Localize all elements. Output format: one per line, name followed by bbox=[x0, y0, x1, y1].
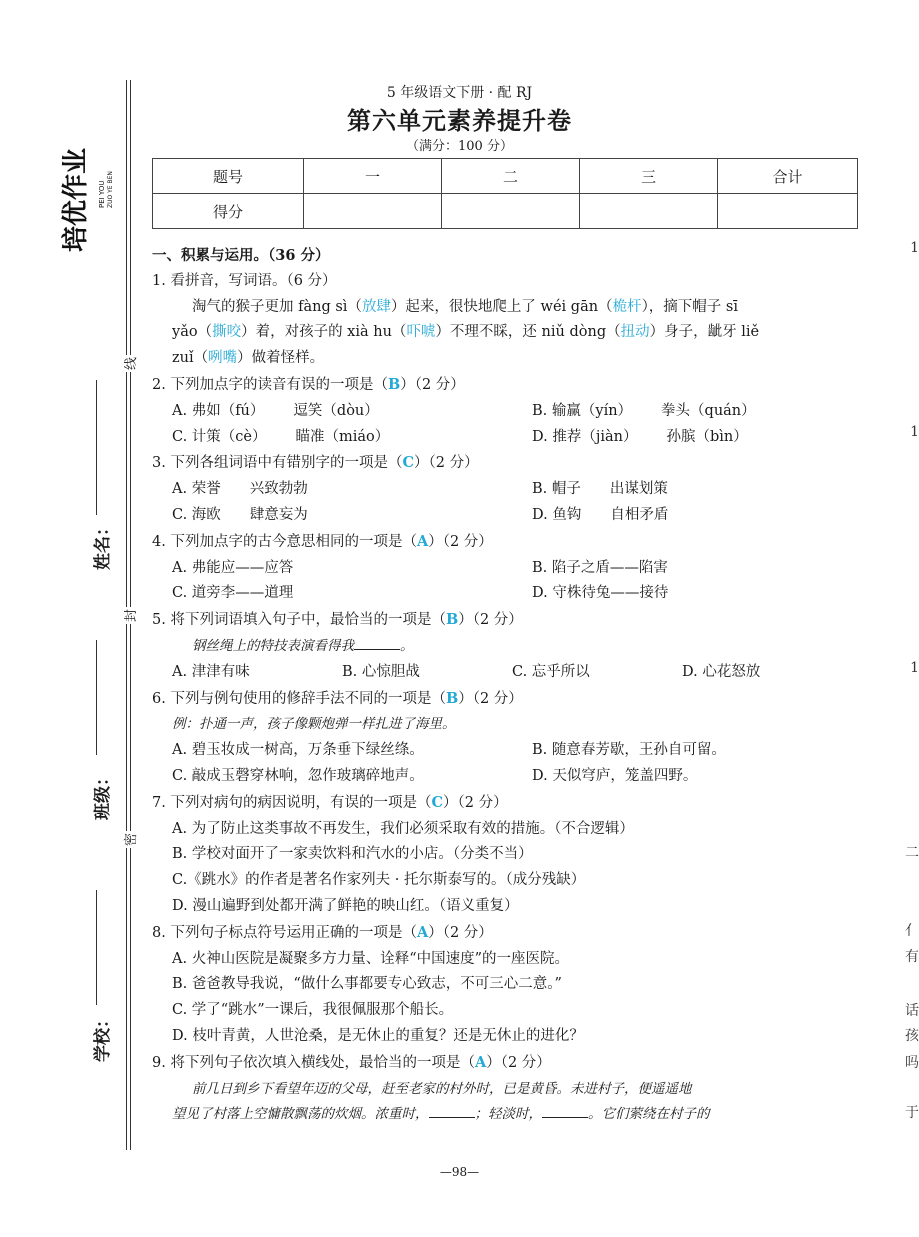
q1-answer-5: 扭动 bbox=[620, 324, 650, 341]
edge-glyph: 1 bbox=[910, 660, 919, 676]
edge-glyph: 话 bbox=[905, 1003, 919, 1019]
q6-example: 例：扑通一声，孩子像颗炮弹一样扎进了海里。 bbox=[172, 716, 456, 733]
score-cell-2[interactable] bbox=[442, 194, 580, 229]
logo-sub: PEI YOU bbox=[98, 180, 106, 208]
q1-line2: yǎo（撕咬）着，对孩子的 xià hu（吓唬）不理不睬，还 niǔ dòng（扭动）身子，龇牙 liě bbox=[172, 324, 760, 341]
q7-answer: C bbox=[431, 793, 443, 811]
q5-option-b: B. 心惊胆战 bbox=[342, 663, 420, 680]
th-1: 一 bbox=[304, 159, 442, 194]
q1-answer-1: 放肆 bbox=[361, 298, 391, 315]
q4-option-a: A. 弗能应——应答 bbox=[172, 559, 294, 576]
q4-option-c: C. 道旁李——道理 bbox=[172, 585, 294, 602]
edge-glyph: 1 bbox=[910, 240, 919, 256]
q3-option-b1: B. 帽子 bbox=[532, 481, 581, 498]
score-cell-3[interactable] bbox=[580, 194, 718, 229]
q5-sentence: 钢丝绳上的特技表演看得我 。 bbox=[152, 634, 862, 660]
q3-option-a2: 兴致勃勃 bbox=[249, 481, 308, 498]
full-score: （满分：100 分） bbox=[406, 139, 513, 154]
q2-options-ab bbox=[152, 399, 862, 425]
name-field[interactable] bbox=[96, 380, 97, 515]
q3-option-c2: 肆意妄为 bbox=[249, 506, 308, 523]
q3-option-c1: C. 海欧 bbox=[172, 506, 221, 523]
score-table bbox=[152, 158, 858, 229]
th-question: 题号 bbox=[153, 159, 304, 194]
th-2: 二 bbox=[442, 159, 580, 194]
q4-options-ab bbox=[152, 556, 862, 582]
edge-glyph: 1 bbox=[910, 424, 919, 440]
q8-option-d: D. 枝叶青黄，人世沧桑，是无休止的重复？还是无休止的进化？ bbox=[172, 1027, 584, 1044]
exam-content bbox=[152, 243, 862, 1128]
q7-option-d: D. 漫山遍野到处都开满了鲜艳的映山红。（语义重复） bbox=[172, 897, 519, 914]
q5-option-c: C. 忘乎所以 bbox=[512, 663, 590, 680]
q8-option-c: C. 学了“跳水”一课后，我很佩服那个船长。 bbox=[172, 1002, 454, 1019]
q1-answer-3: 撕咬 bbox=[212, 324, 242, 341]
q2-options-cd bbox=[152, 425, 862, 451]
edge-glyph: 吗 bbox=[905, 1055, 919, 1071]
q2-option-c2: 瞄准（miáo） bbox=[295, 428, 390, 445]
q2-option-a1: A. 弗如（fú） bbox=[172, 402, 265, 419]
school-field[interactable] bbox=[96, 890, 97, 1005]
edge-glyph: 有 bbox=[905, 949, 919, 965]
q6-options-ab bbox=[152, 738, 862, 764]
q8-stem: 8. 下列句子标点符号运用正确的一项是（A）（2 分） bbox=[152, 923, 493, 941]
q9-passage-line1: 前几日到乡下看望年迈的父母，赶至老家的村外时，已是黄昏。未进村子，便遥遥地 bbox=[192, 1080, 692, 1097]
binding-seal-label: 封 bbox=[120, 607, 139, 624]
q2-option-d2: 孙膑（bìn） bbox=[666, 428, 748, 445]
th-3: 三 bbox=[580, 159, 718, 194]
q2-option-b1: B. 输赢（yín） bbox=[532, 402, 633, 419]
q4-stem: 4. 下列加点字的古今意思相同的一项是（A）（2 分） bbox=[152, 532, 493, 550]
q3-option-b2: 出谋划策 bbox=[609, 481, 668, 498]
publisher-logo bbox=[56, 148, 116, 256]
score-cell-total[interactable] bbox=[718, 194, 858, 229]
page-number: —98— bbox=[439, 1165, 480, 1179]
exam-subtitle: 5 年级语文下册 · 配 RJ bbox=[386, 85, 533, 101]
q1-stem: 1. 看拼音，写词语。（6 分） bbox=[152, 272, 337, 289]
name-label: 姓名： bbox=[93, 519, 113, 570]
q3-option-a1: A. 荣誉 bbox=[172, 481, 221, 498]
q7-option-c: C.《跳水》的作者是著名作家列夫 · 托尔斯泰写的。（成分残缺） bbox=[172, 872, 586, 889]
q2-option-a2: 逗笑（dòu） bbox=[293, 402, 379, 419]
edge-glyph: 亻 bbox=[905, 923, 919, 939]
q4-option-d: D. 守株待兔——接待 bbox=[532, 585, 669, 602]
q2-answer: B bbox=[387, 375, 401, 393]
q5-option-a: A. 津津有味 bbox=[172, 663, 250, 680]
q7-stem: 7. 下列对病句的病因说明，有误的一项是（C）（2 分） bbox=[152, 793, 508, 811]
q5-options bbox=[152, 660, 862, 686]
school-label: 学校： bbox=[93, 1011, 113, 1062]
q2-option-c1: C. 计策（cè） bbox=[172, 428, 267, 445]
q3-stem: 3. 下列各组词语中有错别字的一项是（C）（2 分） bbox=[152, 454, 479, 472]
class-field[interactable] bbox=[96, 640, 97, 755]
class-label: 班级： bbox=[93, 769, 113, 820]
q8-option-b: B. 爸爸教导我说，“做什么事都要专心致志，不可三心二意。” bbox=[172, 976, 562, 993]
q9-blank-1[interactable] bbox=[429, 1103, 475, 1118]
q3-answer: C bbox=[402, 454, 414, 472]
logo-sub2: ZUO YE BEN bbox=[107, 171, 114, 208]
q6-stem: 6. 下列与例句使用的修辞手法不同的一项是（B）（2 分） bbox=[152, 689, 523, 707]
q8-option-a: A. 火神山医院是凝聚多方力量、诠释“中国速度”的一座医院。 bbox=[172, 950, 570, 967]
q1-line3: zuǐ（咧嘴）做着怪样。 bbox=[172, 350, 325, 367]
binding-line-label: 线 bbox=[120, 355, 139, 372]
q6-option-d: D. 天似穹庐，笼盖四野。 bbox=[532, 767, 698, 784]
q2-option-b2: 拳头（quán） bbox=[661, 402, 756, 419]
q4-answer: A bbox=[416, 532, 429, 550]
q2-option-d1: D. 推荐（jiàn） bbox=[532, 428, 638, 445]
q4-options-cd bbox=[152, 581, 862, 607]
edge-glyph: 二 bbox=[905, 845, 919, 861]
section-1-heading: 一、积累与运用。（36 分） bbox=[152, 247, 330, 264]
edge-glyph: 孩 bbox=[905, 1028, 919, 1044]
q9-passage-line2: 望见了村落上空慵散飘荡的炊烟。浓重时， ；轻淡时， 。它们萦绕在村子的 bbox=[152, 1102, 862, 1128]
th-total: 合计 bbox=[718, 159, 858, 194]
q6-option-a: A. 碧玉妆成一树高，万条垂下绿丝绦。 bbox=[172, 742, 424, 759]
q9-answer: A bbox=[474, 1053, 487, 1071]
q3-options-cd bbox=[152, 503, 862, 529]
q6-options-cd bbox=[152, 764, 862, 790]
q6-option-c: C. 敲成玉磬穿林响，忽作玻璃碎地声。 bbox=[172, 767, 424, 784]
score-cell-1[interactable] bbox=[304, 194, 442, 229]
q9-stem: 9. 将下列句子依次填入横线处，最恰当的一项是（A）（2 分） bbox=[152, 1053, 551, 1071]
q6-option-b: B. 随意春芳歇，王孙自可留。 bbox=[532, 742, 726, 759]
logo-text: 培优作业 bbox=[61, 148, 91, 252]
q1-answer-2: 桅杆 bbox=[612, 298, 642, 315]
q5-stem: 5. 将下列词语填入句子中，最恰当的一项是（B）（2 分） bbox=[152, 611, 523, 629]
q8-answer: A bbox=[416, 923, 429, 941]
q5-answer: B bbox=[445, 611, 459, 629]
q1-line1: 淘气的猴子更加 fàng sì（放肆）起来，很快地爬上了 wéi gān（桅杆），摘下帽子 sī bbox=[192, 298, 738, 315]
exam-title: 第六单元素养提升卷 bbox=[347, 107, 572, 135]
q4-option-b: B. 陷子之盾——陷害 bbox=[532, 559, 668, 576]
q5-option-d: D. 心花怒放 bbox=[682, 663, 761, 680]
q3-option-d2: 自相矛盾 bbox=[610, 506, 669, 523]
q9-blank-2[interactable] bbox=[542, 1103, 588, 1118]
td-score-label: 得分 bbox=[153, 194, 304, 229]
q1-answer-6: 咧嘴 bbox=[208, 350, 238, 367]
q7-option-b: B. 学校对面开了一家卖饮料和汽水的小店。（分类不当） bbox=[172, 846, 533, 863]
q5-blank[interactable] bbox=[354, 635, 400, 650]
edge-glyph: 于 bbox=[905, 1105, 919, 1121]
binding-secret-label: 密 bbox=[120, 831, 139, 848]
q3-option-d1: D. 鱼钩 bbox=[532, 506, 582, 523]
q1-answer-4: 吓唬 bbox=[406, 324, 436, 341]
q2-stem: 2. 下列加点字的读音有误的一项是（B）（2 分） bbox=[152, 375, 465, 393]
q6-answer: B bbox=[445, 689, 459, 707]
q7-option-a: A. 为了防止这类事故不再发生，我们必须采取有效的措施。（不合逻辑） bbox=[172, 820, 634, 837]
q3-options-ab bbox=[152, 477, 862, 503]
